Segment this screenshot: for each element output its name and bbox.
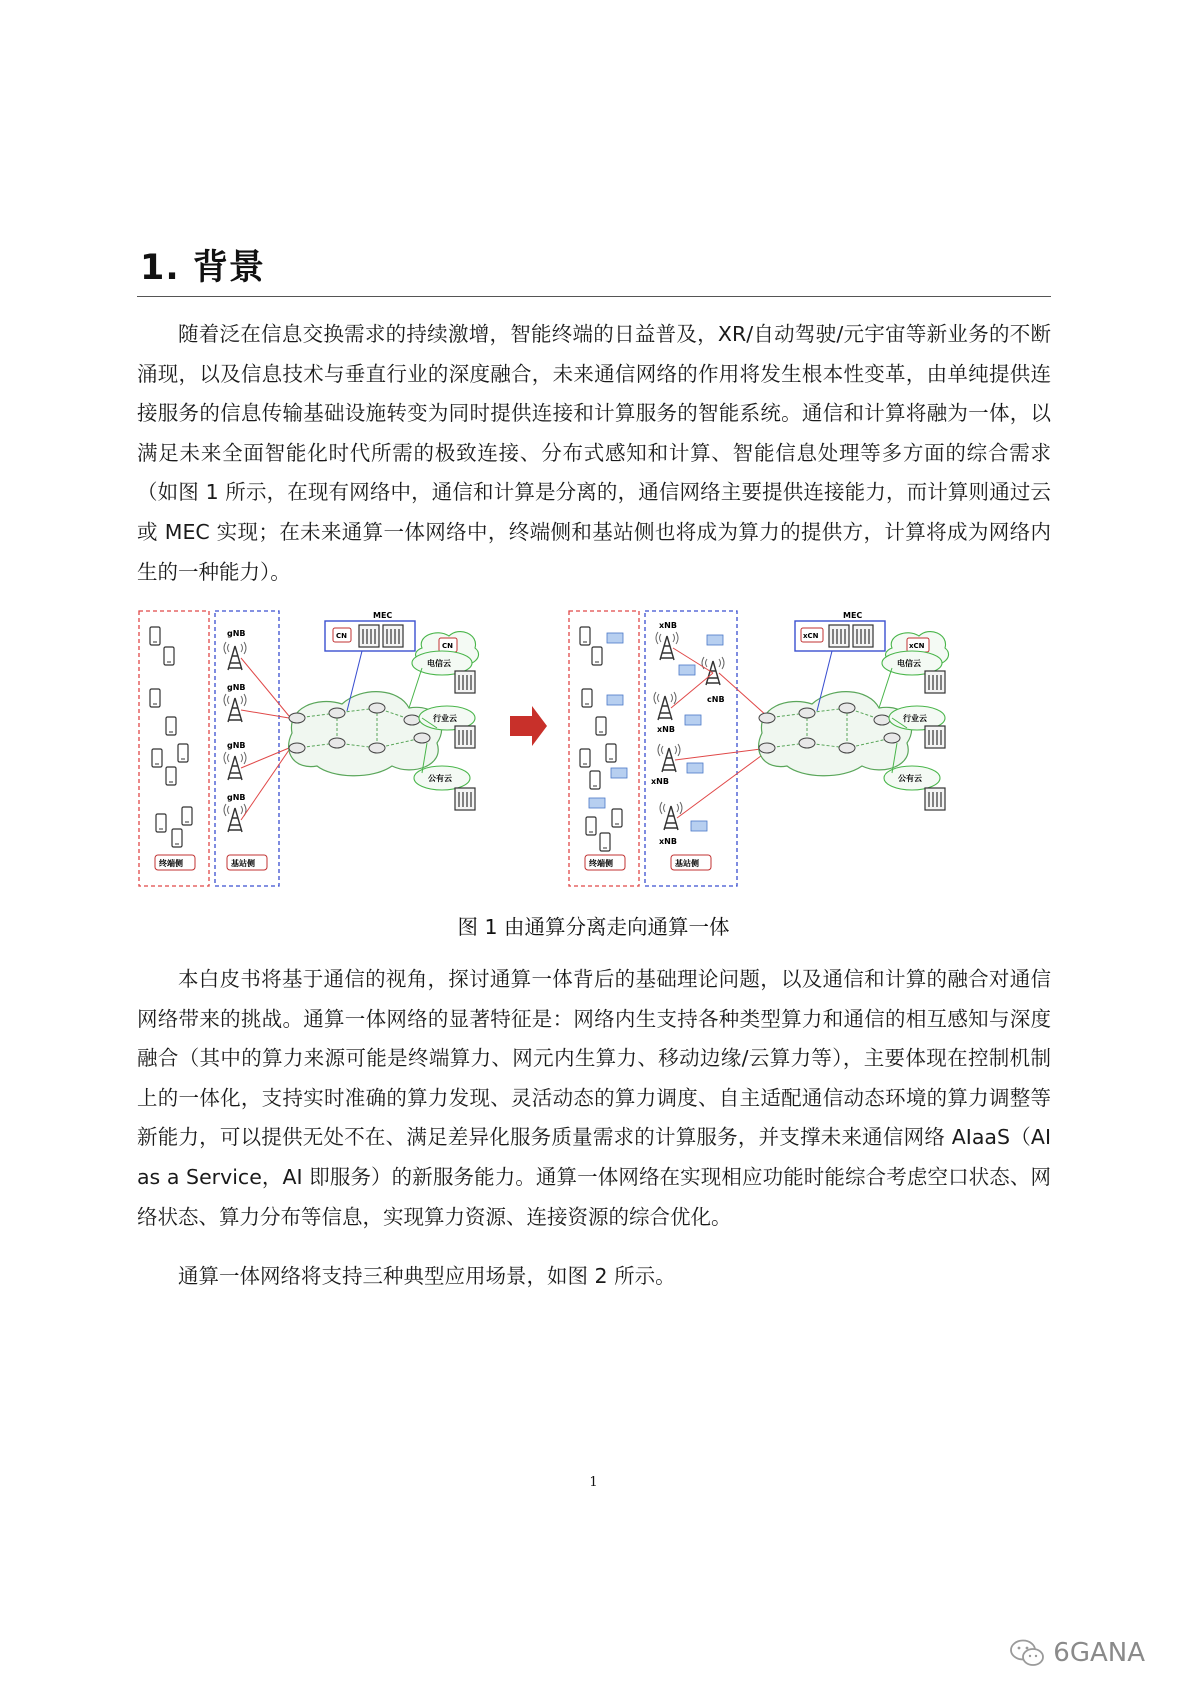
heading-divider — [137, 296, 1051, 297]
terminal-devices — [580, 627, 627, 851]
cloud-label: 行业云 — [903, 714, 927, 723]
watermark-text: 6GANA — [1053, 1638, 1145, 1668]
terminal-side-label: 终端侧 — [159, 859, 183, 868]
gnb-label: gNB — [227, 741, 246, 750]
gnb-label: gNB — [227, 793, 246, 802]
cloud-cn-label: CN — [442, 642, 453, 650]
cloud-label: 公有云 — [898, 774, 922, 783]
figure-1 — [137, 608, 1051, 908]
mec-cn-label: xCN — [803, 632, 819, 640]
wechat-icon — [1009, 1638, 1045, 1668]
gnb-towers — [224, 642, 246, 832]
diagram-future — [569, 611, 949, 886]
base-side-label: 基站侧 — [675, 859, 699, 868]
paragraph-whitepaper: 本白皮书将基于通信的视角，探讨通算一体背后的基础理论问题，以及通信和计算的融合对通信网络带来的挑战。通算一体网络的显著特征是：网络内生支持各种类型算力和通信的相互感知与深度融合（其中的算力来源可能是终端算力、网元内生算力、移动边缘/云算力等），主要体现在控制机制上的一体化，支持实时准确的算力发现、灵活动态的算力调度、自主适配通信动态环境的算力调整等新能力，可以提供无处不在、满足差异化服务质量需求的计算服务，并支撑未来通信网络 AIaaS（AI as a Service，AI 即服务）的新服务能力。通算一体网络在实现相应功能时能综合考虑空口状态、网络状态、算力分布等信息，实现算力资源、连接资源的综合优化。 — [137, 967, 1051, 1229]
cloud-label: 行业云 — [433, 714, 457, 723]
xnb-label: xNB — [657, 725, 675, 734]
figure-caption: 图 1 由通算分离走向通算一体 — [457, 915, 730, 939]
access-links — [241, 658, 289, 820]
xnb-label: xNB — [651, 777, 669, 786]
xnb-label: xNB — [659, 837, 677, 846]
cloud-label: 公有云 — [428, 774, 452, 783]
diagram-current — [139, 611, 479, 886]
base-side-label: 基站侧 — [231, 859, 255, 868]
cloud-label: 电信云 — [897, 659, 921, 668]
watermark — [1009, 1638, 1145, 1668]
page-number: 1 — [589, 1475, 598, 1490]
terminal-devices — [150, 627, 192, 847]
xnb-label: xNB — [659, 621, 677, 630]
cnb-label: cNB — [707, 695, 725, 704]
transition-arrow-icon — [510, 706, 547, 746]
gnb-label: gNB — [227, 629, 246, 638]
section-heading: 1. 背景 — [140, 248, 265, 288]
mec-cn-label: CN — [336, 632, 347, 640]
cloud-label: 电信云 — [427, 659, 451, 668]
edge-chips — [679, 635, 723, 831]
terminal-side-label: 终端侧 — [589, 859, 613, 868]
cloud-cn-label: xCN — [909, 642, 925, 650]
network-diagram — [137, 608, 1051, 908]
paragraph-scenarios: 通算一体网络将支持三种典型应用场景，如图 2 所示。 — [178, 1264, 676, 1288]
paragraph-intro: 随着泛在信息交换需求的持续激增，智能终端的日益普及，XR/自动驾驶/元宇宙等新业务的不断涌现，以及信息技术与垂直行业的深度融合，未来通信网络的作用将发生根本性变革，由单纯提供连接服务的信息传输基础设施转变为同时提供连接和计算服务的智能系统。通信和计算将融为一体，以满足未来全面智能化时代所需的极致连接、分布式感知和计算、智能信息处理等多方面的综合需求（如图 1 所示，在现有网络中，通信和计算是分离的，通信网络主要提供连接能力，而计算则通过云或 MEC 实现；在未来通算一体网络中，终端侧和基站侧也将成为算力的提供方，计算将成为网络内生的一种能力）。 — [137, 322, 1051, 584]
gnb-label: gNB — [227, 683, 246, 692]
mec-label: MEC — [373, 611, 393, 620]
mec-label: MEC — [843, 611, 863, 620]
